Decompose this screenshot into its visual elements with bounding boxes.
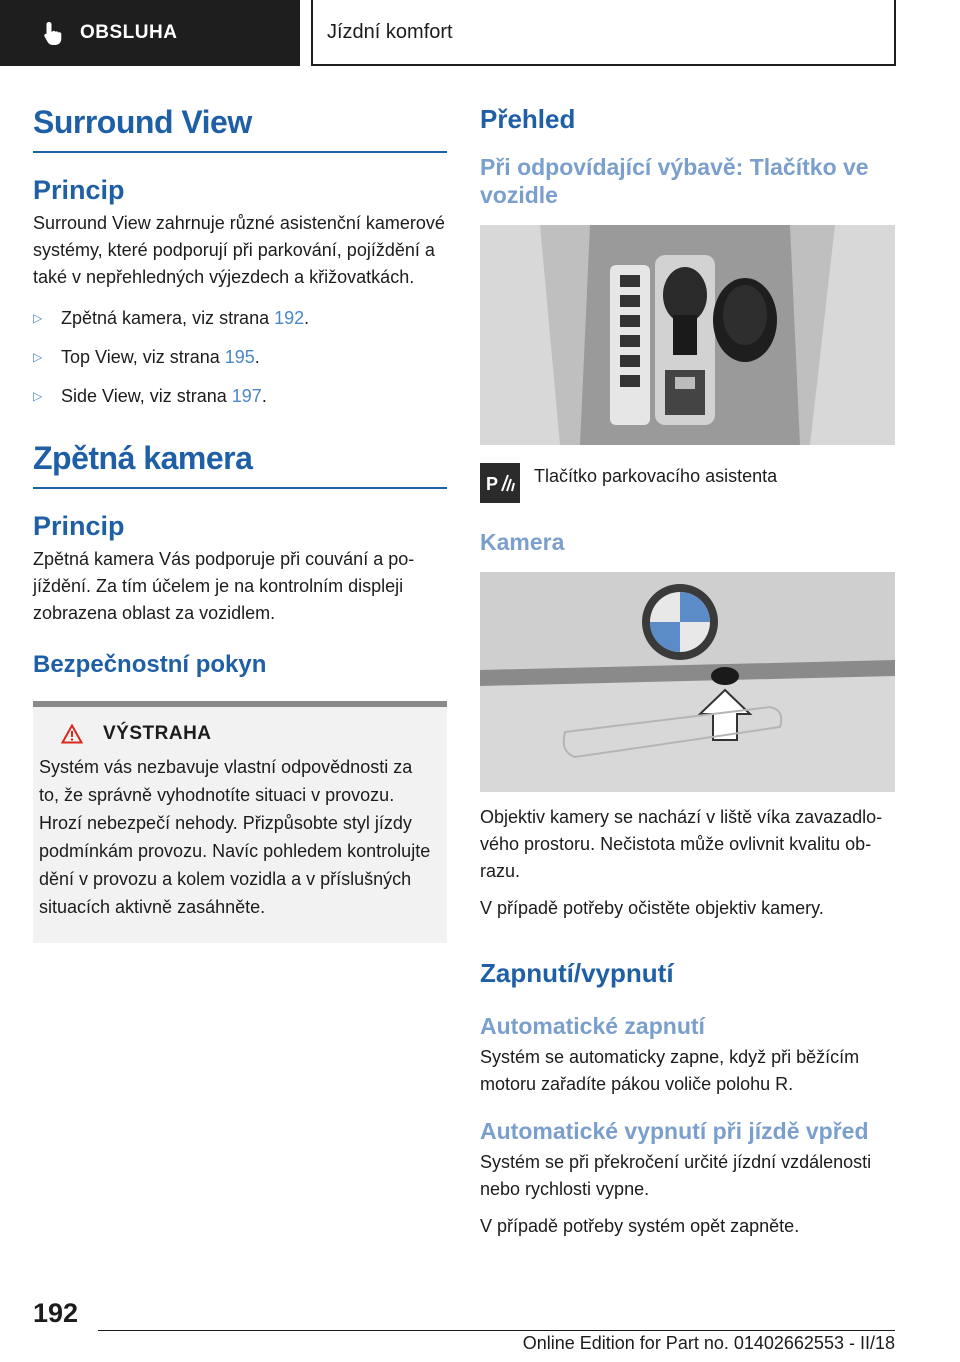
hand-pointer-icon xyxy=(40,20,66,46)
rear-camera-title: Zpětná kamera xyxy=(33,440,253,476)
rear-principle-text: Zpětná kamera Vás podporuje při couvání a pojíždění. Za tím účelem je na kontrolním displeji zobrazena oblast za vozidlem. xyxy=(33,549,415,623)
button-heading: Při odpovídající výbavě: Tlačítko ve vozidle xyxy=(480,154,869,208)
list-item: ▷ Top View, viz strana 195. xyxy=(33,344,447,371)
auto-on-text: Systém se automaticky zapne, když při běžícím motoru zařadíte pákou voliče polohu R. xyxy=(480,1047,860,1094)
auto-off-text: Systém se při překročení určité jízdní vzdálenosti nebo rychlosti vypne. xyxy=(480,1152,872,1199)
title-rule xyxy=(33,151,447,153)
warning-text: Systém vás nezbavuje vlastní odpovědnosti za to, že správně vyhodnotíte situaci v provozu. Hrozí nebezpečí nehody. Přizpůsobte styl jízdy podmínkám provozu. Navíc pohledem kontrolujte dění v provozu a kolem vozidla a v příslušných situacích aktivně zasáhněte. xyxy=(39,757,431,917)
section-label: OBSLUHA xyxy=(80,22,178,43)
on-off-title: Zapnutí/vypnutí xyxy=(480,958,674,988)
legend-row xyxy=(480,463,895,503)
surround-view-title: Surround View xyxy=(33,104,252,140)
surround-principle-text: Surround View zahrnuje různé asistenční kamerové systémy, které podporují při parkování, pojíždění a také v nepřehledných výjezdech a křižovatkách. xyxy=(33,213,445,287)
right-column xyxy=(480,100,895,1240)
page-number: 192 xyxy=(33,1298,79,1328)
title-rule xyxy=(33,487,447,489)
safety-heading: Bezpečnostní pokyn xyxy=(33,651,267,678)
overview-title: Přehled xyxy=(480,104,576,134)
warning-label: VÝSTRAHA xyxy=(103,723,212,744)
footer-rule xyxy=(98,1330,895,1331)
tailgate-camera-image xyxy=(480,572,895,792)
bullet-triangle-icon: ▷ xyxy=(33,389,43,403)
rear-principle-heading: Princip xyxy=(33,511,125,541)
warning-box xyxy=(33,701,447,943)
console-photo xyxy=(480,225,895,445)
warning-triangle-icon xyxy=(61,724,83,744)
list-item: ▷ Zpětná kamera, viz strana 192. xyxy=(33,305,447,332)
left-column xyxy=(33,100,447,943)
auto-on-heading: Automatické zapnutí xyxy=(480,1013,705,1039)
page-link[interactable]: 197 xyxy=(231,386,262,406)
list-item: ▷ Side View, viz strana 197. xyxy=(33,383,447,410)
chapter-tab[interactable] xyxy=(311,0,896,66)
edition-text: Online Edition for Part no. 01402662553 - II/18 xyxy=(522,1333,895,1353)
chapter-label: Jízdní komfort xyxy=(327,20,453,43)
page-link[interactable]: 192 xyxy=(274,308,305,328)
auto-off-text-2: V případě potřeby systém opět zapněte. xyxy=(480,1216,800,1236)
camera-photo xyxy=(480,572,895,792)
section-tab[interactable] xyxy=(0,0,300,66)
parking-assist-button-icon xyxy=(480,463,520,503)
camera-text: Objektiv kamery se nachází v liště víka zavazadlového prostoru. Nečistota může ovlivnit kvalitu obrazu. xyxy=(480,807,883,881)
svg-text:P: P xyxy=(486,474,499,494)
button-legend-text: Tlačítko parkovacího asistenta xyxy=(534,466,778,486)
auto-off-heading: Automatické vypnutí při jízdě vpřed xyxy=(480,1118,869,1144)
camera-heading: Kamera xyxy=(480,529,565,555)
warning-title xyxy=(39,723,433,745)
camera-text-2: V případě potřeby očistěte objektiv kamery. xyxy=(480,898,824,918)
page-link[interactable]: 195 xyxy=(224,347,255,367)
bullet-triangle-icon: ▷ xyxy=(33,311,43,325)
bullet-triangle-icon: ▷ xyxy=(33,350,43,364)
center-console-image xyxy=(480,225,895,445)
surround-principle-heading: Princip xyxy=(33,175,125,205)
surround-bullet-list xyxy=(33,305,447,410)
